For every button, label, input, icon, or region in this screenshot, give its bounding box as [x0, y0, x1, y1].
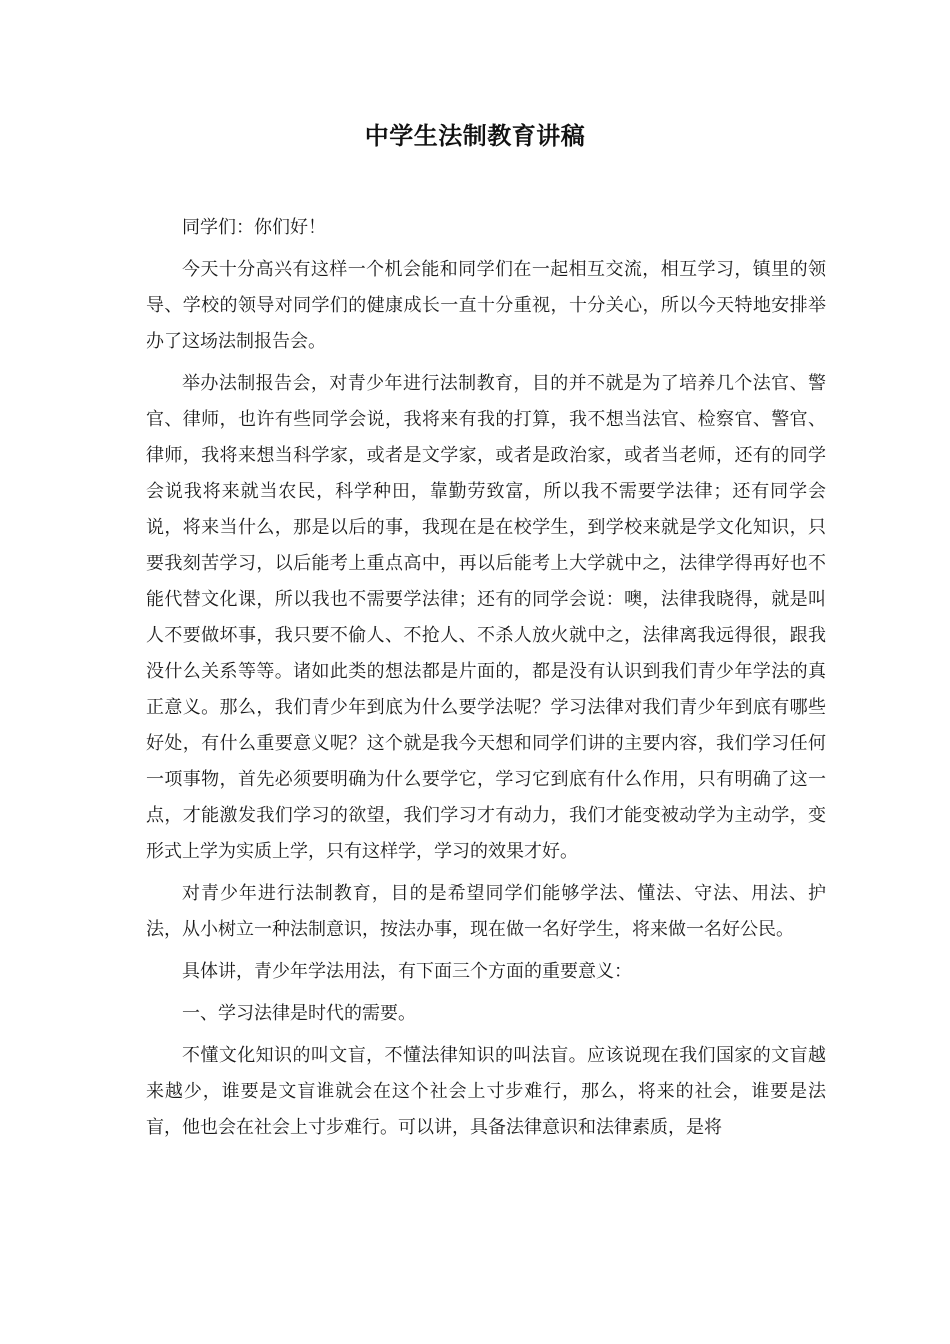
document-title: 中学生法制教育讲稿 [364, 122, 586, 150]
paragraph: 对青少年进行法制教育，目的是希望同学们能够学法、懂法、守法、用法、护法，从小树立一种法制意识，按法办事，现在做一名好学生，将来做一名好公民。 [146, 883, 826, 940]
paragraph: 不懂文化知识的叫文盲，不懂法律知识的叫法盲。应该说现在我们国家的文盲越来越少，谁要是文盲谁就会在这个社会上寸步难行，那么，将来的社会，谁要是法盲，他也会在社会上寸步难行。可以讲，具备法律意识和法律素质，是将 [146, 1045, 826, 1138]
paragraph: 具体讲，青少年学法用法，有下面三个方面的重要意义： [182, 961, 632, 982]
paragraph: 今天十分高兴有这样一个机会能和同学们在一起相互交流，相互学习，镇里的领导、学校的领导对同学们的健康成长一直十分重视，十分关心，所以今天特地安排举办了这场法制报告会。 [146, 259, 826, 352]
document-body [146, 210, 826, 1152]
paragraph-greeting: 同学们：你们好！ [182, 217, 326, 238]
paragraph: 举办法制报告会，对青少年进行法制教育，目的并不就是为了培养几个法官、警官、律师，也许有些同学会说，我将来有我的打算，我不想当法官、检察官、警官、律师，我将来想当科学家，或者是文学家，或者是政治家，或者当老师，还有的同学会说我将来就当农民，科学种田，靠勤劳致富，所以我不需要学法律；还有同学会说，将来当什么，那是以后的事，我现在是在校学生，到学校来就是学文化知识，只要我刻苦学习，以后能考上重点高中，再以后能考上大学就中之，法律学得再好也不能代替文化课，所以我也不需要学法律；还有的同学会说：噢，法律我晓得，就是叫人不要做坏事，我只要不偷人、不抢人、不杀人放火就中之，法律离我远得很，跟我没什么关系等等。诸如此类的想法都是片面的，都是没有认识到我们青少年学法的真正意义。那么，我们青少年到底为什么要学法呢？学习法律对我们青少年到底有哪些好处，有什么重要意义呢？这个就是我今天想和同学们讲的主要内容，我们学习任何一项事物，首先必须要明确为什么要学它，学习它到底有什么作用，只有明确了这一点，才能激发我们学习的欲望，我们学习才有动力，我们才能变被动学为主动学，变形式上学为实质上学，只有这样学，学习的效果才好。 [146, 373, 826, 862]
section-heading: 一、学习法律是时代的需要。 [182, 1003, 416, 1024]
